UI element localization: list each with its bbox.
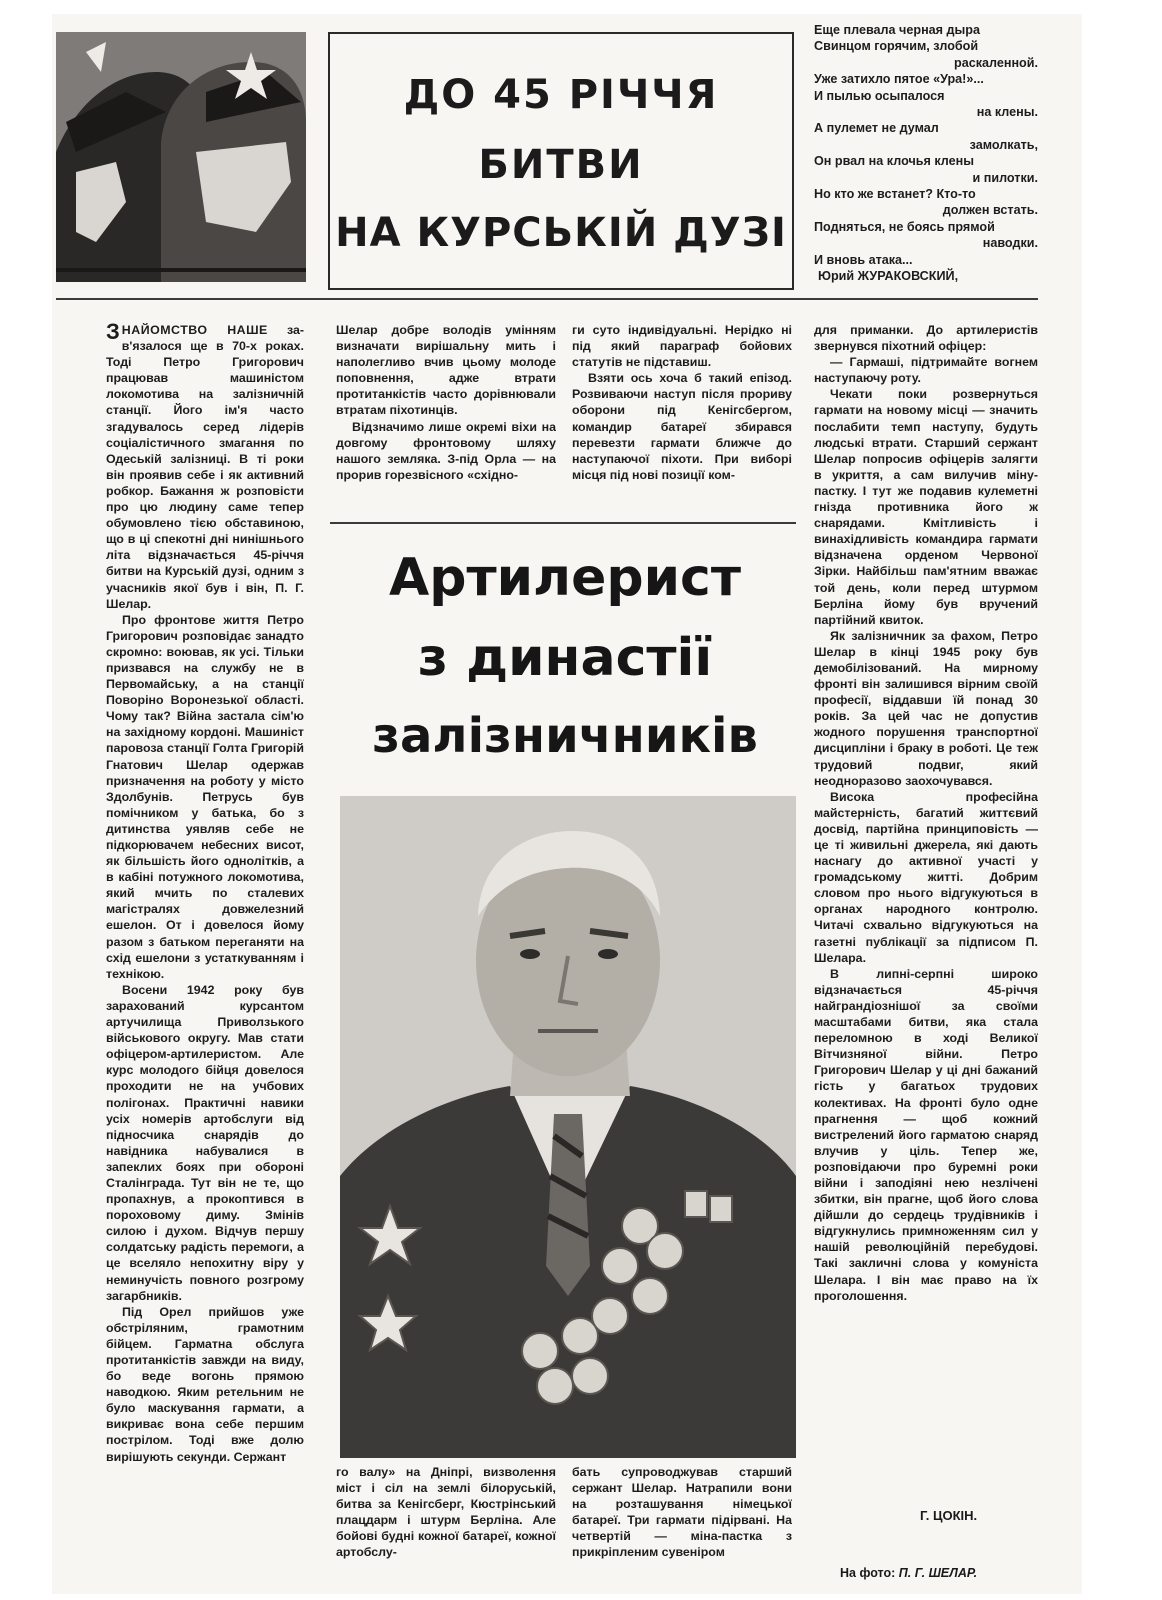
paragraph: Висока професійна майстерність, багатий життєвий досвід, партійна принциповість — це ті живильні джерела, які дають наснагу до активної участі у громадському житті. Добрим словом про нього відгукуються в органах народного контролю. Читачі схвально відгукуються на газетні публікації за підписом П. Шелара. — [814, 789, 1038, 965]
headline-line-1: Артилерист — [388, 548, 741, 608]
title-box — [328, 32, 794, 290]
author-signature: Г. ЦОКІН. — [920, 1508, 978, 1523]
poem-line: И вновь атака... — [814, 252, 913, 267]
poem-line: И пылью осыпалося — [814, 88, 945, 103]
paragraph: ги суто індивідуальні. Нерідко ні під який параграф бойових статутів не підставиш. — [572, 323, 792, 370]
poem-line: Еще плевала черная дыра — [814, 23, 980, 37]
headline-divider — [330, 522, 796, 524]
poem-block — [814, 22, 1038, 285]
poem-line: Он рвал на клочья клены — [814, 154, 975, 169]
article-column-2-top — [336, 322, 556, 518]
paragraph: бать супроводжував старший сержант Шелар. Натрапили вони на розташування німецької батареї. Три гармати підірвані. На четвертій — міна-пастка з прикріпленим сувеніром — [572, 1465, 792, 1560]
headline-line-3: залізничників — [372, 708, 758, 764]
section-divider — [56, 298, 1038, 300]
lead-caps: НАЙОМСТВО НАШЕ — [121, 323, 268, 337]
poem-line: Уже затихло пятое «Ура!»... — [814, 72, 984, 87]
headline-line-2: з династії — [417, 628, 713, 688]
paragraph: — Гармаші, підтримайте вогнем наступаючу роту. — [814, 355, 1038, 386]
poem-line: раскаленной. — [954, 55, 1038, 70]
article-column-4 — [814, 322, 1038, 1502]
soldiers-emblem-illustration — [56, 32, 306, 282]
poem-author: Юрий ЖУРАКОВСКИЙ, — [818, 269, 959, 284]
portrait-photo — [340, 796, 796, 1458]
paragraph: Відзначимо лише окремі віхи на довгому фронтовому шляху нашого земляка. З-під Орла — на прорив горезвісного «східно- — [336, 419, 556, 482]
paragraph: Про фронтове життя Петро Григорович розповідає занадто скромно: воював, як усі. Тільки призвався на службу не в Первомайську, а на станції Поворіно Воронезької області. Чому так? Війна застала сім'ю на західному кордоні. Машиніст паровоза станції Голта Григорій Гнатович Шелар одержав призначення на роботу у місто Здолбунів. Петрусь був помічником у батька, бо з дитинства уявляв себе не підкорювачем небесних висот, як більшість його однолітків, а в кабіні потужного локомотива, який мчить по сталевих магістралях довжелезний ешелон. От і довелося йому разом з батьком переганяти на схід ешелони з устаткуванням і технікою. — [106, 612, 304, 981]
caption-name: П. Г. ШЕЛАР. — [898, 1566, 978, 1580]
poem-line: Но кто же встанет? Кто-то — [814, 187, 976, 202]
paragraph: для приманки. До артилеристів звернувся піхотний офіцер: — [814, 323, 1038, 354]
paragraph: го валу» на Дніпрі, визволення міст і сіл на землі білоруській, битва за Кенігсберг, Кюстрінський плацдарм і штурм Берліна. Але бойові будні кожної батареї, кожної артобслу- — [336, 1465, 556, 1560]
title-line-1: ДО 45 РІЧЧЯ — [403, 72, 719, 118]
article-column-3-top — [572, 322, 792, 518]
drop-cap: З — [106, 322, 120, 344]
poem-line: замолкать, — [969, 137, 1038, 152]
article-column-2-bottom — [336, 1464, 556, 1586]
photo-caption — [840, 1566, 977, 1580]
paragraph: Чекати поки розвернуться гармати на новому місці — значить послабити темп наступу, будуть людські втрати. Старший сержант Шелар попросив офіцерів залягти в укриття, а сам вилучив міну-пастку. І тут же подавив кулеметні гнізда противника його ж снарядами. Кмітливість і винахідливість командира гармати відзначена орденом Червоної Зірки. Найбільш пам'ятним вважає той день, коли перед штурмом Берліна йому був вручений партійний квиток. — [814, 387, 1038, 627]
title-line-2: БИТВИ — [478, 142, 644, 188]
article-column-3-bottom — [572, 1464, 792, 1586]
paragraph: за-в'язалося ще в 70-х роках. Тоді Петро Григорович працював машиністом локомотива на залізничній станції. Його ім'я часто згадувалось серед лідерів соціалістичного змагання по Одеській залізниці. В ті роки він проявив себе і як активний робкор. Бажання ж розповісти про цю людину саме тепер обумовлено тією обставиною, що в ці спекотні дні нинішнього літа відзначається 45-річчя битви на Курській дузі, одним з учасників якої був і він, П. Г. Шелар. — [106, 323, 304, 611]
poem-line: должен встать. — [942, 203, 1038, 218]
poem-line: наводки. — [982, 236, 1038, 251]
paragraph: Під Орел прийшов уже обстріляним, грамотним бійцем. Гарматна обслуга протитанкістів завжди на виду, бо веде вогонь прямою наводкою. Яким ретельним не було маскування гармати, а викриває вона себе першим пострілом. Тоді вже долю вирішують секунди. Сержант — [106, 1304, 304, 1464]
title-line-3: НА КУРСЬКІЙ ДУЗІ — [335, 210, 787, 256]
poem-line: А пулемет не думал — [814, 121, 939, 136]
article-column-1 — [106, 322, 304, 1588]
paragraph: Взяти ось хоча б такий епізод. Розвиваючи наступ після прориву оборони під Кенігсбергом, командир батареї збирався перевезти гармати ближче до наступаючої піхоти. При виборі місця під нові позиції ком- — [572, 371, 792, 482]
poem-line: на клены. — [976, 105, 1038, 120]
paragraph: Шелар добре володів умінням визначати вирішальну мить і наполегливо вчив цьому молоде поповнення, адже втрати протитанкістів часто дорівнювали втратам піхотинців. — [336, 323, 556, 418]
poem-line: Подняться, не боясь прямой — [814, 219, 995, 234]
poem-line: и пилотки. — [972, 170, 1038, 185]
poem-line: Свинцом горячим, злобой — [814, 39, 979, 54]
paragraph: Восени 1942 року був зарахований курсантом артучилища Приволзького військового округу. Мав стати офіцером-артилеристом. Але курс молодого бійця довелося проходити не на учбових полігонах. Практичні навики усіх номерів артобслуги від підносчика снарядів до навідника набувалися в запеклих боях при обороні Сталінграда. Тут він не те, що пропахнув, а прокоптився в пороховому диму. Змінів силою і духом. Відчув першу солдатську радість перемоги, а це вселяло непохитну віру у неминучість повного розгрому загарбників. — [106, 982, 304, 1303]
paragraph: В липні-серпні широко відзначається 45-річчя найграндіознішої за своїми масштабами битви, яка стала переломною в ході Великої Вітчизняної війни. Петро Григорович Шелар у ці дні бажаний гість у багатьох трудових колективах. На фронті було одне прагнення — щоб кожний вистрелений його гарматою снаряд влучив у ціль. Тепер же, розповідаючи про буремні роки війни і заподіяні нею незлічені збитки, він прагне, щоб його слова дійшли до сердець трудівників і відгукнулись примноженням сил у нашій революційній перебудові. Такі закличні слова у комуніста Шелара. І він має право на їх проголошення. — [814, 966, 1038, 1303]
paragraph: Як залізничник за фахом, Петро Шелар в кінці 1945 року був демобілізований. На мирному фронті він залишився вірним своїй професії, віддавши їй понад 30 років. За цей час не допустив жодного порушення транспортної дисципліни і браку в роботі. Це теж трудовий подвиг, який неодноразово заохочувався. — [814, 628, 1038, 788]
caption-prefix: На фото: — [840, 1566, 896, 1580]
